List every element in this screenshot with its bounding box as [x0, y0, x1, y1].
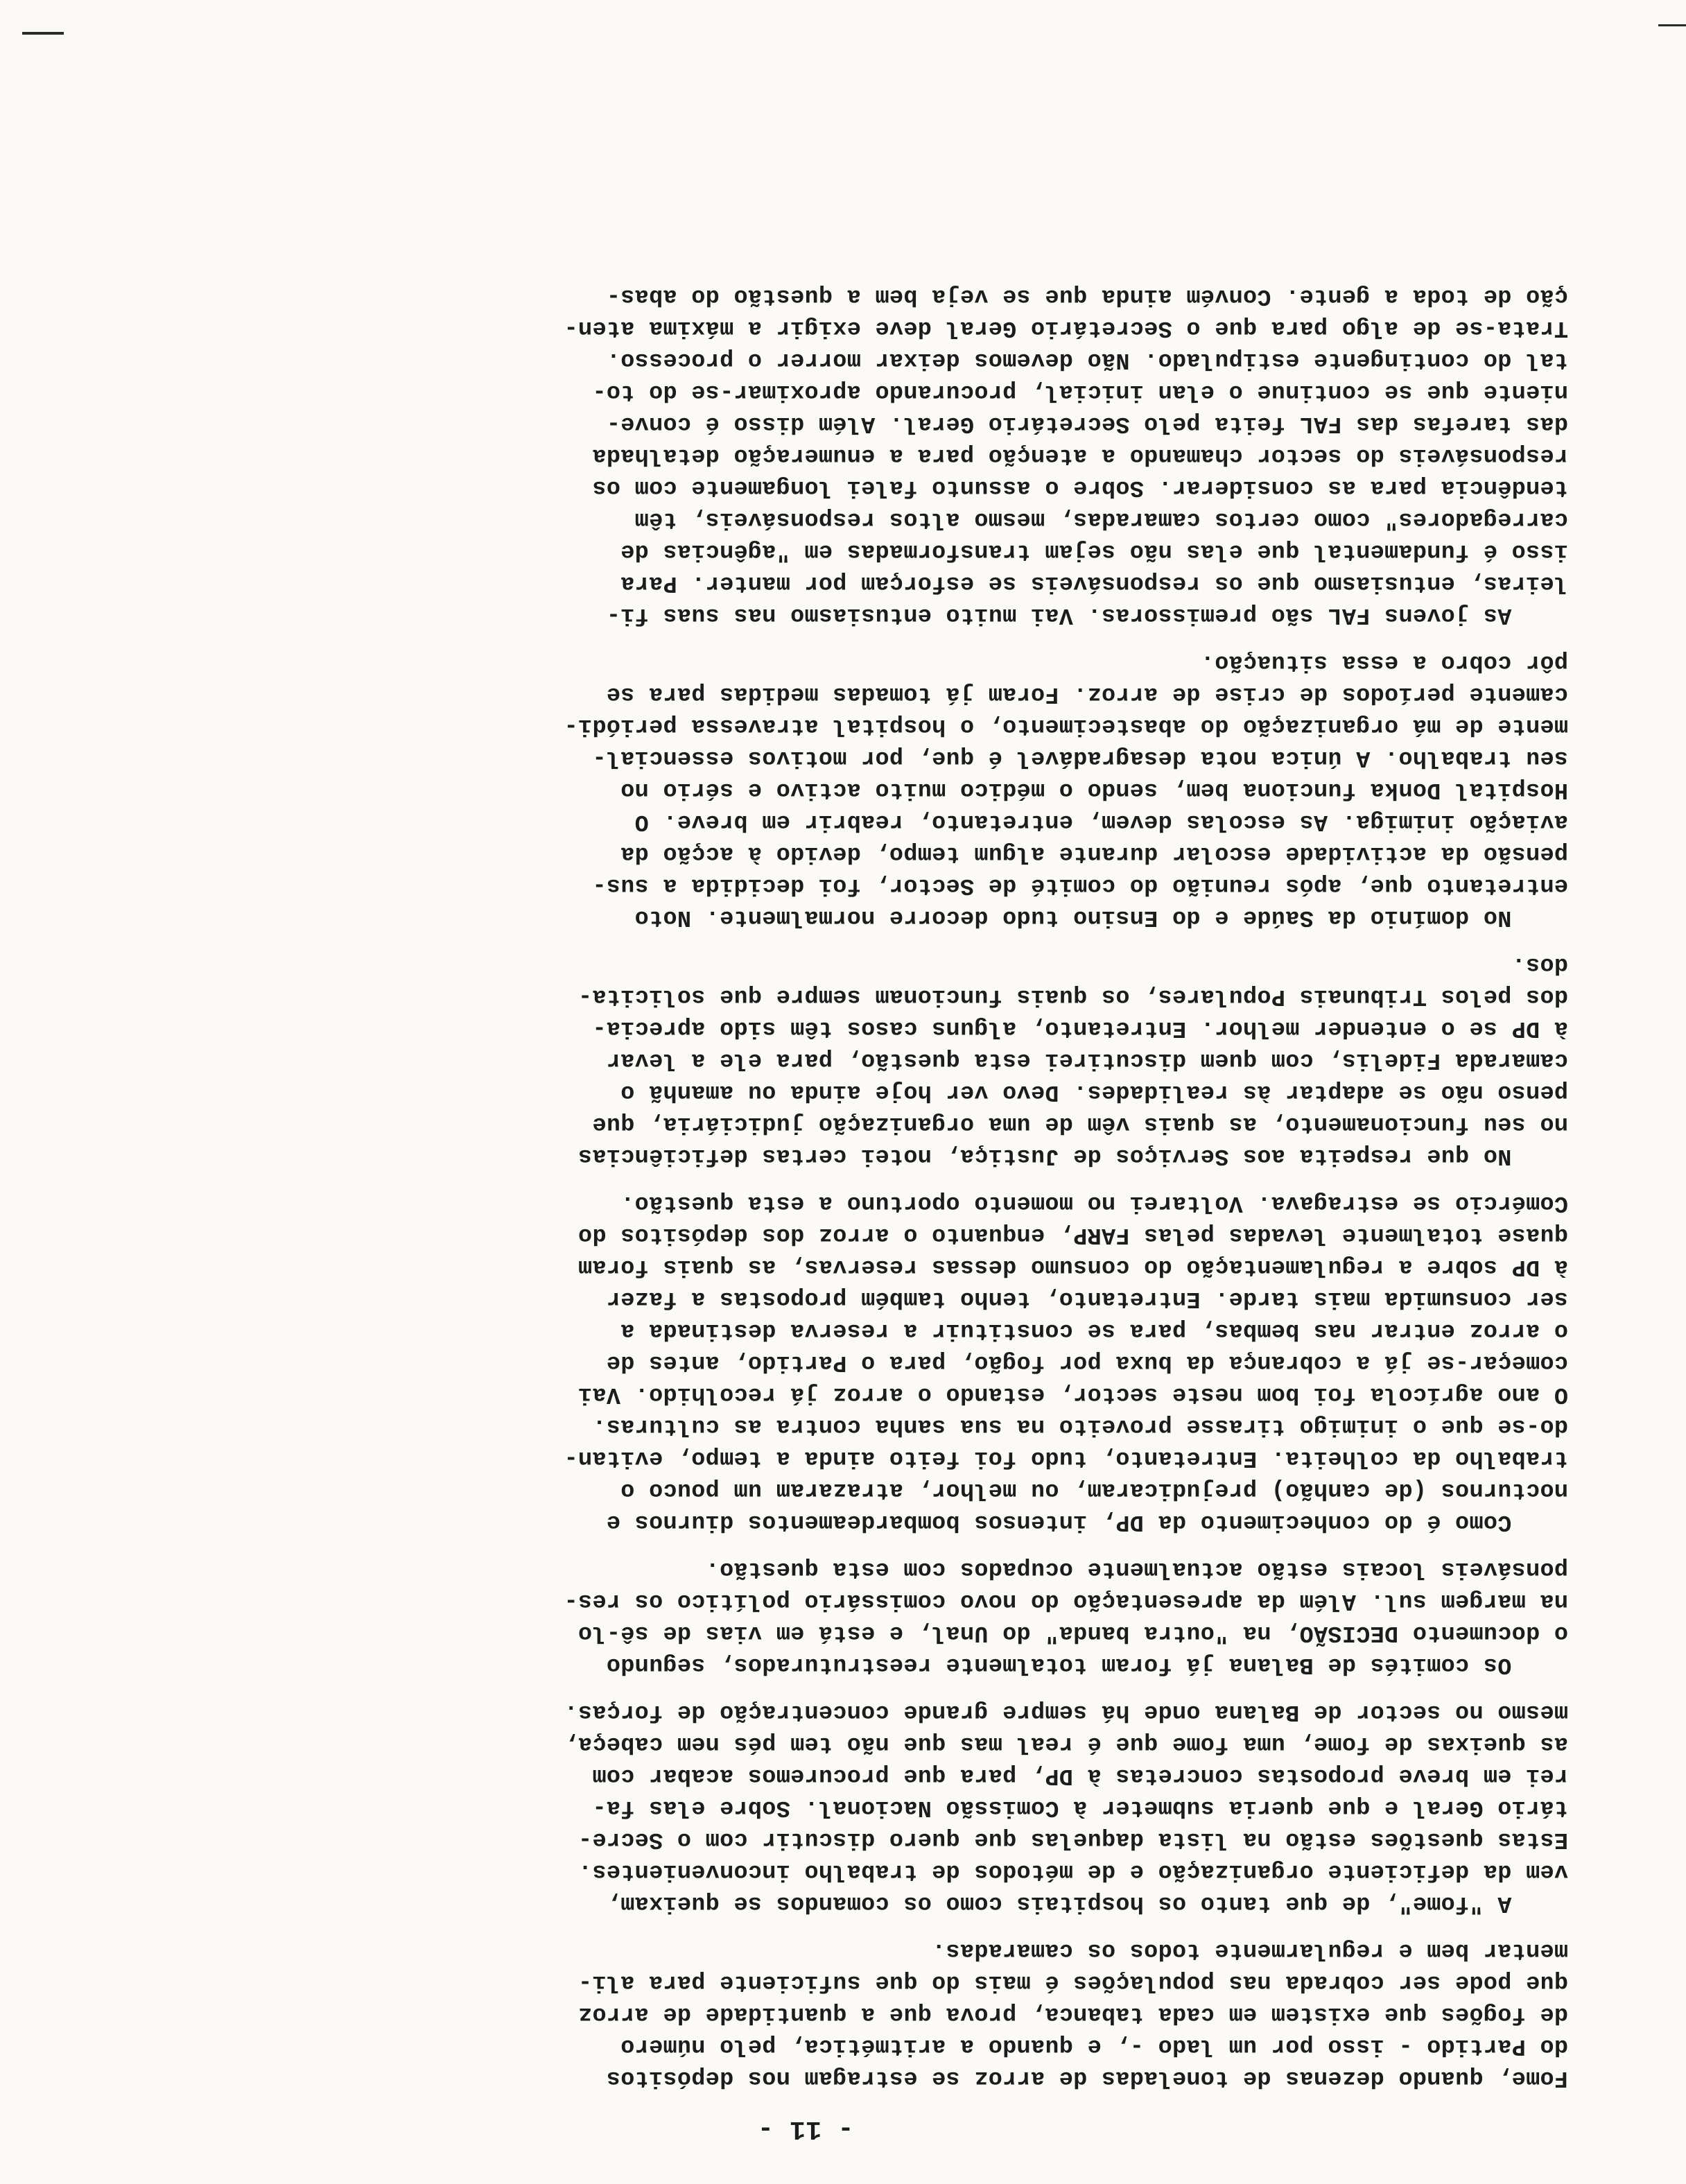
text-line: Comércio se estragava. Voltarei no momento oportuno a esta questão. — [620, 1190, 1568, 1216]
text-line: das tarefas das FAL feita pelo Secretário Geral. Além disso é conve- — [606, 410, 1568, 437]
text-line: camente períodos de crise de arroz. Foram já tomadas medidas para se — [606, 681, 1568, 707]
text-line: de fogões que existem em cada tabanca, prova que a quantidade de arroz — [577, 2001, 1568, 2027]
paragraph — [43, 1187, 1568, 1538]
text-line: responsáveis do sector chamando a atenção para a enumeração detalhada — [592, 442, 1568, 469]
paragraph-list — [43, 280, 1568, 2094]
text-line: isso é fundamental que elas não sejam transformadas em "agências de — [620, 538, 1568, 564]
text-line: tário Geral e que queria submeter à Comissão Nacional. Sobre elas fa- — [592, 1794, 1568, 1821]
text-line: tal do contingente estipulado. Não devemos deixar morrer o processo. — [606, 347, 1568, 373]
text-line: à DP se o entender melhor. Entretanto, alguns casos têm sido aprecia- — [592, 1015, 1568, 1041]
text-line: o documento DECISÃO, na "outra banda" do Unal, e está em vias de sê-lo — [577, 1620, 1568, 1646]
text-line: dos pelos Tribunais Populares, os quais funcionam sempre que solicita- — [577, 983, 1568, 1009]
text-line: mesmo no sector de Balana onde há sempre grande concentração de forças. — [564, 1699, 1568, 1725]
text-line: pensão da actividade escolar durante algum tempo, devido à acção da — [620, 840, 1568, 867]
text-line: o arroz entrar nas bembas, para se constituir a reserva destinada a — [620, 1317, 1568, 1344]
text-line: Os comités de Balana já foram totalmente reestruturados, segundo — [606, 1652, 1568, 1678]
text-line: à DP sobre a regulamentação do consumo dessas reservas, as quais foram — [577, 1254, 1568, 1280]
text-line: do Partido - isso por um lado -, e quando a aritmética, pelo número — [620, 2033, 1568, 2059]
text-line: Estas questões estão na lista daquelas que quero discutir com o Secre- — [577, 1826, 1568, 1853]
text-line: as queixas de fome, uma fome que é real mas que não tem pés nem cabeça, — [564, 1731, 1568, 1757]
text-line: vem da deficiente organização e de métodos de trabalho inconvenientes. — [577, 1858, 1568, 1884]
text-line: seu trabalho. A única nota desagradável é que, por motivos essencial- — [592, 745, 1568, 771]
text-line: quase totalmente levadas pelas FARP, enquanto o arroz dos depósitos do — [577, 1222, 1568, 1248]
text-line: tendência para as considerar. Sobre o assunto falei longamente com os — [592, 474, 1568, 501]
text-line: rei em breve propostas concretas à DP, para que procuremos acabar com — [592, 1762, 1568, 1789]
text-line: Trata-se de algo para que o Secretário Geral deve exigir a máxima aten- — [564, 315, 1568, 341]
text-line: mentar bem e regularmente todos os camaradas. — [931, 1937, 1568, 1964]
paragraph — [43, 280, 1568, 631]
text-line: No que respeita aos Serviços de Justiça, notei certas deficiências — [577, 1143, 1568, 1169]
paragraph — [43, 948, 1568, 1172]
text-line: começar-se já a cobrança da buxa por fogão, para o Partido, antes de — [606, 1349, 1568, 1376]
page-number: - 11 - — [757, 2114, 854, 2144]
scan-edge-mark — [22, 32, 64, 35]
text-line: aviação inimiga. As escolas devem, entretanto, reabrir em breve. O — [634, 808, 1568, 835]
text-line: entretanto que, após reunião do comité de Sector, foi decidida a sus- — [592, 872, 1568, 899]
text-line: no seu funcionamento, as quais vêm de uma organização judiciária, que — [592, 1111, 1568, 1137]
text-line: trabalho da colheita. Entretanto, tudo foi feito ainda a tempo, evitan- — [564, 1445, 1568, 1471]
text-line: Fome, quando dezenas de toneladas de arroz se estragam nos depósitos — [606, 2065, 1568, 2091]
text-line: do-se que o inimigo tirasse proveito na sua sanha contra as culturas. — [592, 1413, 1568, 1439]
document-body — [43, 265, 1568, 2149]
paragraph — [43, 646, 1568, 933]
text-line: No domínio da Saúde e do Ensino tudo decorre normalmente. Noto — [634, 904, 1568, 930]
text-line: Como é do conhecimento da DP, intensos bombardeamentos diurnos e — [606, 1509, 1568, 1535]
text-line: leiras, entusiasmo que os responsáveis se esforçam por manter. Para — [620, 570, 1568, 596]
paragraph — [43, 1934, 1568, 2094]
text-line: mente de má organização do abastecimento, o hospital atravessa periódi- — [564, 713, 1568, 739]
text-line: nocturnos (de canhão) prejudicaram, ou melhor, atrazaram um pouco o — [620, 1477, 1568, 1503]
text-line: pôr cobro a essa situação. — [1200, 649, 1568, 675]
text-line: niente que se continue o elan inicial, procurando aproximar-se do to- — [592, 379, 1568, 405]
text-line: na margem sul. Além da apresentação do novo comissário político os res- — [564, 1588, 1568, 1614]
paragraph — [43, 1696, 1568, 1919]
text-line: ção de toda a gente. Convém ainda que se veja bem a questão do abas- — [606, 283, 1568, 309]
text-line: Hospital Donka funciona bem, sendo o médico muito activo e sério no — [620, 777, 1568, 803]
scan-edge-mark — [1658, 24, 1686, 26]
text-line: ponsáveis locais estão actualmente ocupados com esta questão. — [705, 1556, 1568, 1582]
text-line: que pode ser cobrada nas populações é mais do que suficiente para ali- — [577, 1969, 1568, 1995]
text-line: camarada Fidelis, com quem discutirei esta questão, para ele a levar — [606, 1047, 1568, 1073]
text-line: dos. — [1511, 951, 1568, 978]
text-line: A "fome", de que tanto os hospitais como os comandos se queixam, — [606, 1890, 1568, 1916]
text-line: penso não se adaptar às realidades. Devo ver hoje ainda ou amanhã o — [620, 1079, 1568, 1105]
text-line: carregadores" como certos camaradas, mesmo altos responsáveis, têm — [634, 506, 1568, 532]
text-line: ser consumida mais tarde. Entretanto, tenho também propostas a fazer — [606, 1285, 1568, 1312]
text-line: As jovens FAL são premissoras. Vai muito entusiasmo nas suas fi- — [606, 602, 1568, 628]
text-line: O ano agrícola foi bom neste sector, estando o arroz já recolhido. Vai — [577, 1381, 1568, 1407]
paragraph — [43, 1553, 1568, 1681]
